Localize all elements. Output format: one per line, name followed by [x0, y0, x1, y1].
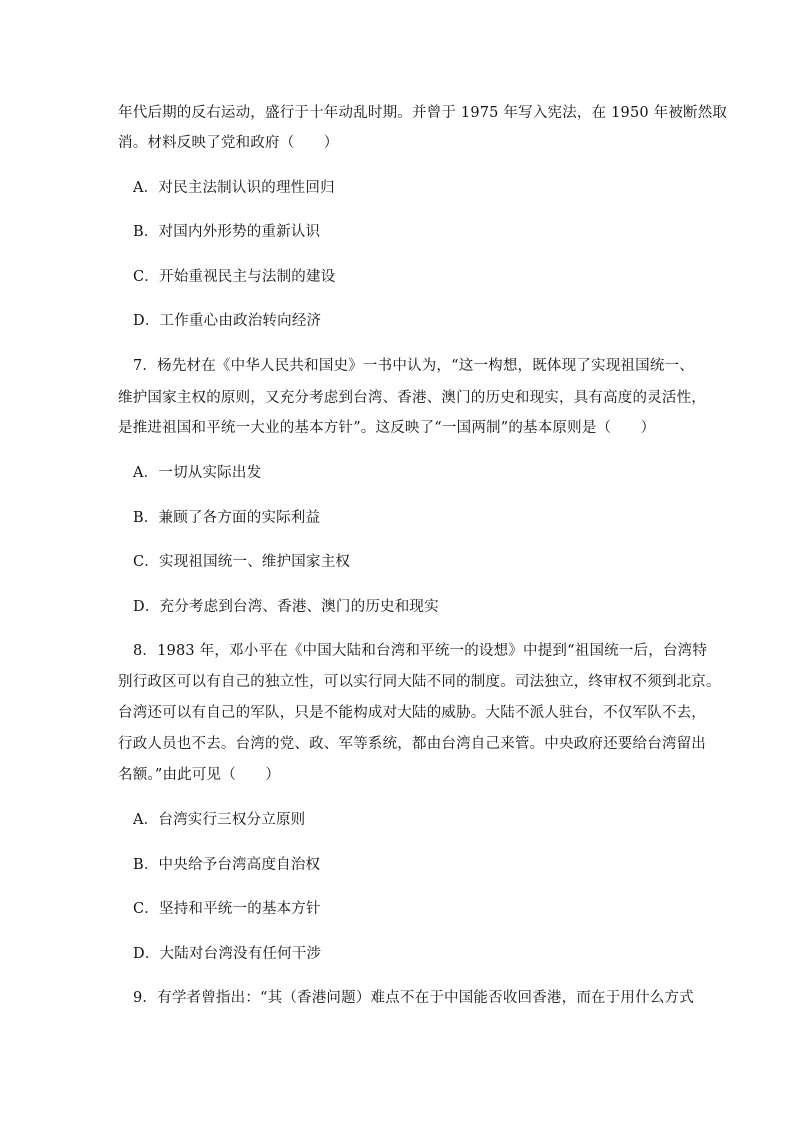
q8-stem-line-5: 名额。”由此可见（ ）: [118, 767, 281, 783]
q8-option-a: A．台湾实行三权分立原则: [133, 812, 306, 828]
q8-stem-line-1: 8．1983 年，邓小平在《中国大陆和台湾和平统一的设想》中提到“祖国统一后，台湾特: [133, 643, 708, 659]
q7-option-b: B．兼顾了各方面的实际利益: [133, 510, 321, 526]
q8-option-c: C．坚持和平统一的基本方针: [133, 901, 321, 917]
q9-stem-line-1: 9．有学者曾指出：“其（香港问题）难点不在于中国能否收回香港，而在于用什么方式: [133, 990, 694, 1006]
q6-stem-line-1: 年代后期的反右运动，盛行于十年动乱时期。并曾于 1975 年写入宪法，在 1950 年被断然取: [118, 105, 728, 121]
q7-stem-line-3: 是推进祖国和平统一大业的基本方针”。这反映了“一国两制”的基本原则是（ ）: [118, 420, 656, 436]
q7-stem-line-1: 7．杨先材在《中华人民共和国史》一书中认为，“这一构想，既体现了实现祖国统一、: [133, 358, 694, 374]
q6-option-c: C．开始重视民主与法制的建设: [133, 269, 336, 285]
q8-option-d: D．大陆对台湾没有任何干涉: [133, 946, 322, 962]
q8-stem-line-2: 别行政区可以有自己的独立性，可以实行同大陆不同的制度。司法独立，终审权不须到北京。: [118, 674, 721, 690]
q6-stem-line-2: 消。材料反映了党和政府（ ）: [118, 135, 339, 151]
q8-option-b: B．中央给予台湾高度自治权: [133, 857, 321, 873]
q7-option-d: D．充分考虑到台湾、香港、澳门的历史和现实: [133, 599, 439, 615]
q7-stem-line-2: 维护国家主权的原则，又充分考虑到台湾、香港、澳门的历史和现实，具有高度的灵活性，: [118, 390, 706, 406]
q7-option-a: A．一切从实际出发: [133, 465, 262, 481]
q6-option-a: A．对民主法制认识的理性回归: [133, 180, 335, 196]
q7-option-c: C．实现祖国统一、维护国家主权: [133, 554, 351, 570]
q8-stem-line-3: 台湾还可以有自己的军队，只是不能构成对大陆的威胁。大陆不派人驻台，不仅军队不去，: [118, 705, 706, 721]
q6-option-d: D．工作重心由政治转向经济: [133, 313, 322, 329]
q8-stem-line-4: 行政人员也不去。台湾的党、政、军等系统，都由台湾自己来管。中央政府还要给台湾留出: [118, 736, 706, 752]
q6-option-b: B．对国内外形势的重新认识: [133, 224, 321, 240]
